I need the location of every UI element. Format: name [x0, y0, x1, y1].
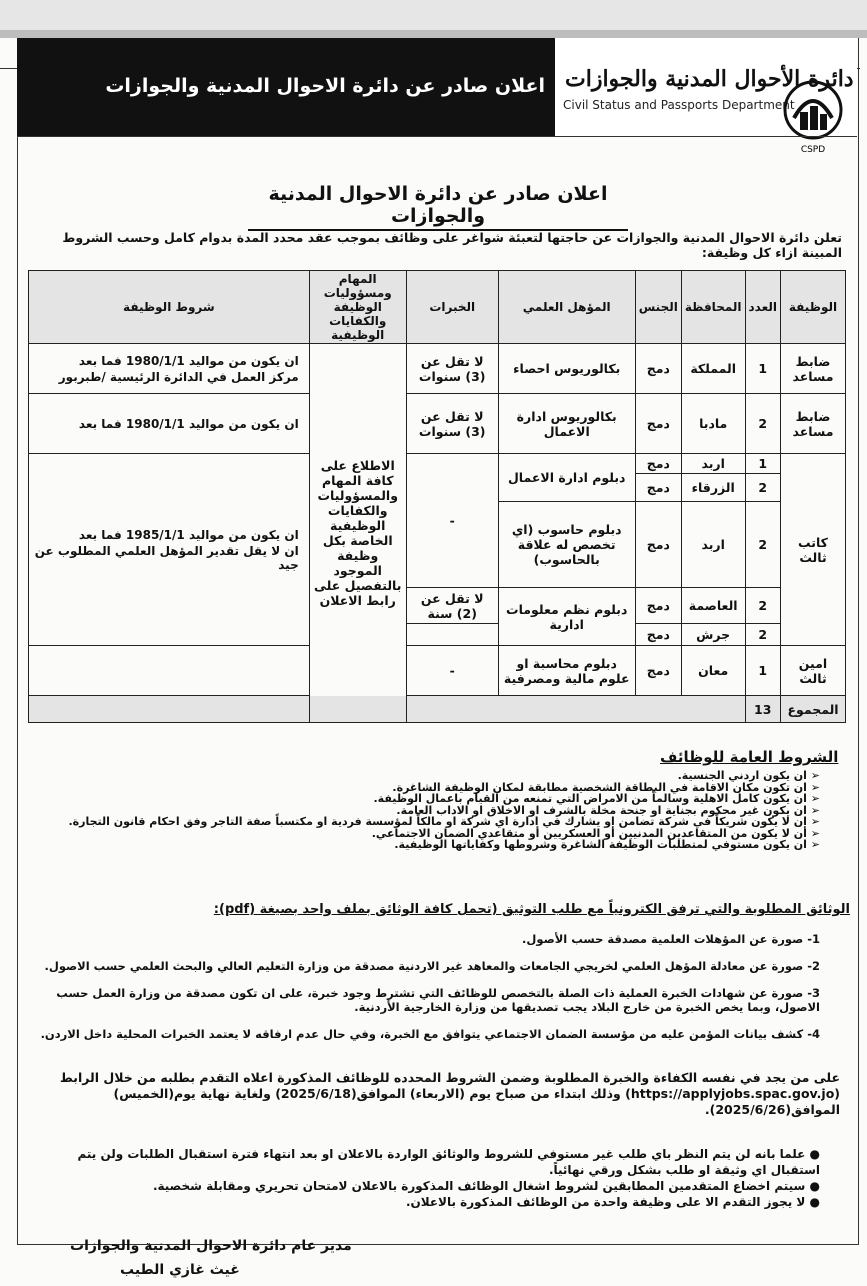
list-item: ➢ ان يكون غير محكوم بجناية او جنحة مخلة بالشرف او الاخلاق او الاداب العامة.	[40, 805, 820, 817]
vacancies-table	[28, 270, 846, 723]
cell-gender: دمج	[635, 454, 681, 474]
condition-item: مركز العمل في الدائرة الرئيسية /طبربور	[58, 369, 299, 384]
page-title: اعلان صادر عن دائرة الاحوال المدنية والجوازات	[248, 183, 628, 231]
apply-paragraph: على من يجد في نفسه الكفاءة والخبرة المطلوبة وضمن الشروط المحدده للوظائف المذكورة اعلاه التقدم بطلبه من خلال الرابط (https://applyjobs.spac.gov.jo) وذلك ابتداء من صباح يوم (الاربعاء) الموافق(2025/6/18) ولغاية نهاية يوم(الخميس) الموافق(2025/6/26).	[59, 1070, 840, 1117]
table-row	[29, 394, 846, 454]
cell-governorate: الزرقاء	[681, 474, 745, 502]
condition-item: ان لا يقل تقدير المؤهل العلمي المطلوب عن جيد	[34, 543, 299, 572]
cell-experience	[406, 624, 498, 646]
cell-qualification: بكالوريوس ادارة الاعمال	[498, 394, 635, 454]
cell-governorate: اربد	[681, 502, 745, 588]
cell-governorate: معان	[681, 646, 745, 696]
cell-qualification: دبلوم نظم معلومات ادارية	[498, 588, 635, 646]
documents-list	[34, 932, 820, 1054]
list-item: ➢ ان يكون مستوفي لمتطلبات الوظيفة الشاغرة وشروطها وكفاياتها الوظيفية.	[40, 839, 820, 851]
cell-gender: دمج	[635, 588, 681, 624]
total-filler	[29, 696, 746, 723]
general-conditions-title: الشروط العامة للوظائف	[660, 748, 839, 766]
signature-title: مدير عام دائرة الاحوال المدنية والجوازات	[70, 1238, 352, 1254]
signature-name: غيث غازي الطيب	[120, 1262, 240, 1278]
total-row	[29, 696, 846, 723]
cell-count: 1	[745, 646, 780, 696]
table-row	[29, 646, 846, 696]
table-row	[29, 454, 846, 474]
cell-qualification: دبلوم ادارة الاعمال	[498, 454, 635, 502]
cell-job: كاتب ثالث	[781, 454, 846, 646]
header-conditions: شروط الوظيفة	[29, 271, 310, 344]
intro-paragraph: تعلن دائرة الاحوال المدنية والجوازات عن حاجتها لتعبئة شواغر على وظائف بموجب عقد محدد المدة بدوام كامل وحسب الشروط المبينة ازاء كل وظيفة:	[62, 230, 842, 260]
total-value: 13	[745, 696, 780, 723]
list-item: ● سيتم اخضاع المتقدمين المطابقين لشروط اشغال الوظائف المذكورة بالاعلان لامتحان تحريري ومقابلة شخصية.	[34, 1178, 820, 1194]
documents-title: الوثائق المطلوبة والتي ترفق الكترونياً مع طلب التوثيق (تحمل كافة الوثائق بملف واحد بصيغة (pdf):	[213, 902, 850, 917]
cell-governorate: مادبا	[681, 394, 745, 454]
logo-arabic-name: دائرة الأحوال المدنية والجوازات	[565, 66, 854, 92]
header-job: الوظيفة	[781, 271, 846, 344]
cell-gender: دمج	[635, 474, 681, 502]
list-item: ● علما بانه لن يتم النظر باي طلب غير مستوفي للشروط والوثائق الواردة بالاعلان او بعد انتهاء فترة استقبال الطلبات ولن يتم استقبال اي وثيقة او طلب بشكل ورقي نهائياً.	[34, 1146, 820, 1178]
cell-count: 2	[745, 588, 780, 624]
cell-qualification: بكالوريوس احصاء	[498, 344, 635, 394]
header-gender: الجنس	[635, 271, 681, 344]
cell-count: 1	[745, 344, 780, 394]
banner-divider	[17, 136, 857, 137]
condition-item: ان يكون من مواليد 1980/1/1 فما بعد	[78, 416, 299, 431]
header-qualification: المؤهل العلمي	[498, 271, 635, 344]
cell-count: 1	[745, 454, 780, 474]
banner-title: اعلان صادر عن دائرة الاحوال المدنية والجوازات	[105, 75, 545, 97]
cell-gender: دمج	[635, 394, 681, 454]
cell-count: 2	[745, 394, 780, 454]
cell-duties: الاطلاع على كافة المهام والمسؤوليات والكفايات الوظيفية الخاصة بكل وظيفة الموجود بالتفصيل على رابط الاعلان	[309, 344, 406, 723]
header-duties: المهام ومسؤوليات الوظيفة والكفايات الوظيفية	[309, 271, 406, 344]
table-row	[29, 344, 846, 394]
cell-count: 2	[745, 502, 780, 588]
cell-job: ضابط مساعد	[781, 394, 846, 454]
total-label: المجموع	[781, 696, 846, 723]
list-item: ➢ ان لا يكون شريكاً في شركة تضامن او يشارك في ادارة اي شركة او مالكاً لمؤسسة فردية او مكتسباً صفة التاجر وفق احكام قانون التجارة.	[40, 816, 820, 828]
cell-gender: دمج	[635, 502, 681, 588]
cell-count: 2	[745, 474, 780, 502]
cell-governorate: المملكة	[681, 344, 745, 394]
cell-experience: لا تقل عن (3) سنوات	[406, 394, 498, 454]
cell-qualification: دبلوم محاسبة او علوم مالية ومصرفية	[498, 646, 635, 696]
cell-experience: -	[406, 646, 498, 696]
condition-item: ان يكون من مواليد 1980/1/1 فما بعد	[78, 353, 299, 368]
department-emblem-icon	[780, 78, 846, 158]
header-count: العدد	[745, 271, 780, 344]
browser-top-strip	[0, 0, 867, 30]
list-item: 1- صورة عن المؤهلات العلمية مصدقة حسب الأصول.	[522, 932, 820, 946]
cell-conditions	[29, 454, 310, 646]
cell-job: امين ثالث	[781, 646, 846, 696]
list-item: 2- صورة عن معادلة المؤهل العلمي لخريجي الجامعات والمعاهد غير الاردنية مصدقة من وزارة التعليم العالي والبحث العلمي حسب الاصول.	[44, 959, 820, 973]
condition-item: ان يكون من مواليد 1985/1/1 فما بعد	[78, 527, 299, 542]
cell-governorate: العاصمة	[681, 588, 745, 624]
cell-gender: دمج	[635, 344, 681, 394]
cell-qualification: دبلوم حاسوب (اي تخصص له علاقة بالحاسوب)	[498, 502, 635, 588]
cell-experience: -	[406, 454, 498, 588]
general-conditions-list	[40, 770, 820, 851]
list-item: ● لا يجوز التقدم الا على وظيفة واحدة من الوظائف المذكورة بالاعلان.	[34, 1194, 820, 1210]
cell-conditions	[29, 344, 310, 394]
logo-english-name: Civil Status and Passports Department	[563, 98, 795, 112]
table-header-row	[29, 271, 846, 344]
cell-governorate: جرش	[681, 624, 745, 646]
header-governorate: المحافظة	[681, 271, 745, 344]
cell-gender: دمج	[635, 646, 681, 696]
list-item: 4- كشف بيانات المؤمن عليه من مؤسسة الضمان الاجتماعي يتوافق مع الخبرة، وفي حال عدم ارفاقه لا يعتمد الخبرات المحلية داخل الاردن.	[40, 1027, 820, 1041]
cell-count: 2	[745, 624, 780, 646]
list-item: ➢ ان يكون كامل الاهلية وسالماً من الامراض التي تمنعه من القيام باعمال الوظيفة.	[40, 793, 820, 805]
cell-gender: دمج	[635, 624, 681, 646]
cell-experience: لا تقل عن (3) سنوات	[406, 344, 498, 394]
notes-list	[34, 1146, 820, 1210]
emblem-abbrev: CSPD	[800, 145, 826, 155]
cell-job: ضابط مساعد	[781, 344, 846, 394]
cell-governorate: اربد	[681, 454, 745, 474]
list-item: ➢ ان يكون اردني الجنسية.	[40, 770, 820, 782]
cell-experience: لا تقل عن (2) سنة	[406, 588, 498, 624]
list-item: ➢ ان تكون مكان الاقامة في البطاقة الشخصية مطابقة لمكان الوظيفة الشاغرة.	[40, 782, 820, 794]
list-item: ➢ أن لا يكون من المتقاعدين المدنيين أو العسكريين أو متقاعدي الضمان الاجتماعي.	[40, 828, 820, 840]
list-item: 3- صورة عن شهادات الخبرة العملية ذات الصلة بالتخصص للوظائف التي تشترط وجود خبرة، على ان تكون مصدقة من وزارة العمل حسب الاصول، وبما يخص الخبرة من خارج البلاد يجب تصديقها من وزارة الخارجية الأردنية.	[56, 986, 820, 1014]
cell-conditions	[29, 394, 310, 454]
header-experience: الخبرات	[406, 271, 498, 344]
cell-conditions	[29, 646, 310, 696]
